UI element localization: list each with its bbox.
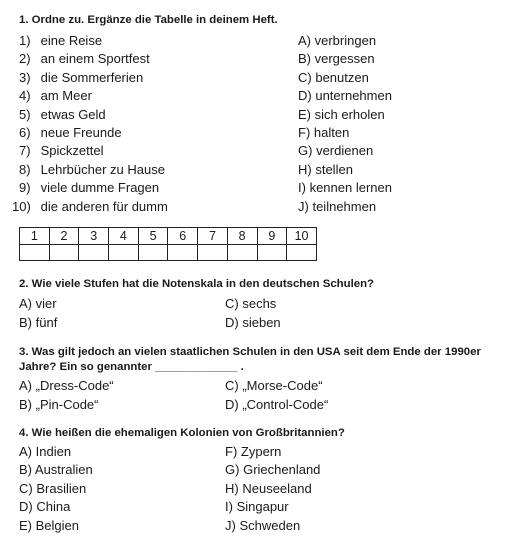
list-item: 5) etwas Geld (19, 106, 106, 122)
option-item: G) Griechenland (225, 462, 321, 478)
list-item: 8) Lehrbücher zu Hause (19, 161, 165, 177)
answer-table (19, 227, 317, 261)
table-header-cell: 10 (287, 228, 317, 245)
option-item: J) Schweden (225, 517, 301, 533)
answer-cell (198, 245, 228, 261)
list-item: D) unternehmen (298, 88, 392, 104)
list-item: C) benutzen (298, 69, 369, 85)
option-item: D) sieben (225, 315, 281, 330)
option-item: D) China (19, 499, 71, 515)
answer-cell (109, 245, 139, 261)
list-item: 6) neue Freunde (19, 125, 122, 140)
option-item: B) Australien (19, 462, 93, 478)
question-4-title: 4. Wie heißen die ehemaligen Kolonien von Großbritannien? (19, 427, 345, 439)
option-item: F) Zypern (225, 444, 282, 459)
list-item: J) teilnehmen (298, 198, 377, 214)
option-item: B) fünf (19, 315, 58, 330)
answer-table-blank-row (20, 245, 317, 261)
option-item: A) Indien (19, 444, 72, 459)
answer-cell (227, 245, 257, 261)
question-3-title: 3. Was gilt jedoch an vielen staatlichen Schulen in den USA seit dem Ende der 1990er (19, 346, 481, 358)
question-3-title-continued: Jahre? Ein so genannter _____________ . (19, 361, 244, 373)
list-item: H) stellen (298, 161, 353, 177)
option-item: A) „Dress-Code“ (19, 378, 114, 393)
table-header-cell: 5 (138, 228, 168, 245)
table-header-cell: 3 (79, 228, 109, 245)
option-item: E) Belgien (19, 517, 79, 533)
question-1-title: 1. Ordne zu. Ergänze die Tabelle in deinem Heft. (19, 14, 278, 26)
list-item: 2) an einem Sportfest (19, 51, 150, 67)
option-item: A) vier (19, 296, 57, 311)
answer-table-header-row (20, 228, 317, 245)
answer-cell (20, 245, 50, 261)
option-item: D) „Control-Code“ (225, 397, 329, 412)
list-item: 7) Spickzettel (19, 143, 104, 159)
table-header-cell: 8 (227, 228, 257, 245)
list-item: E) sich erholen (298, 106, 385, 122)
answer-cell (49, 245, 79, 261)
answer-cell (79, 245, 109, 261)
list-item: 1) eine Reise (19, 33, 103, 48)
option-item: C) Brasilien (19, 480, 87, 496)
table-header-cell: 7 (198, 228, 228, 245)
table-header-cell: 4 (109, 228, 139, 245)
list-item: B) vergessen (298, 51, 375, 67)
list-item: 3) die Sommerferien (19, 69, 144, 85)
question-2-title: 2. Wie viele Stufen hat die Notenskala in den deutschen Schulen? (19, 278, 374, 290)
list-item: 10) die anderen für dumm (12, 198, 168, 214)
option-item: H) Neuseeland (225, 480, 312, 496)
option-item: C) „Morse-Code“ (225, 378, 323, 393)
option-item: B) „Pin-Code“ (19, 397, 99, 412)
answer-cell (287, 245, 317, 261)
table-header-cell: 1 (20, 228, 50, 245)
list-item: F) halten (298, 125, 350, 140)
list-item: G) verdienen (298, 143, 374, 159)
option-item: I) Singapur (225, 499, 289, 515)
table-header-cell: 2 (49, 228, 79, 245)
answer-cell (138, 245, 168, 261)
answer-cell (257, 245, 287, 261)
table-header-cell: 9 (257, 228, 287, 245)
table-header-cell: 6 (168, 228, 198, 245)
answer-cell (168, 245, 198, 261)
list-item: 9) viele dumme Fragen (19, 180, 160, 196)
list-item: I) kennen lernen (298, 180, 392, 196)
list-item: 4) am Meer (19, 88, 92, 104)
list-item: A) verbringen (298, 33, 377, 48)
option-item: C) sechs (225, 296, 277, 311)
